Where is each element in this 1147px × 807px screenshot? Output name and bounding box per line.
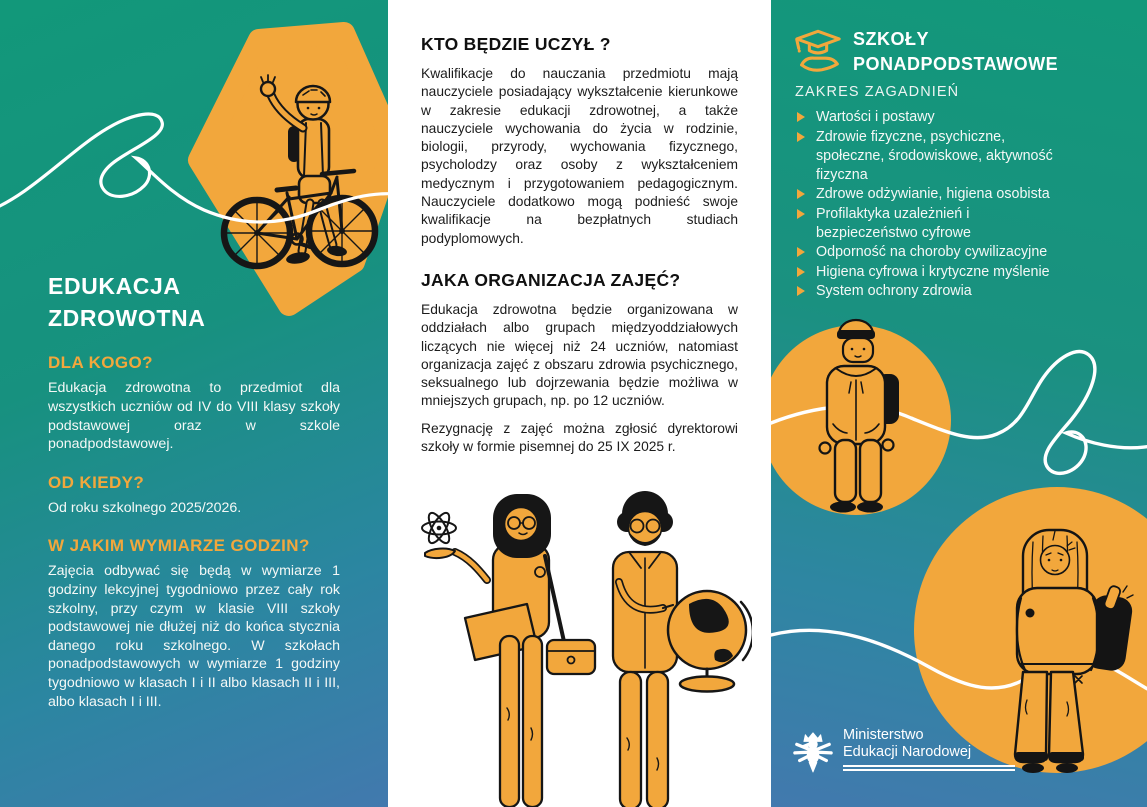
title-line-2: ZDROWOTNA [48, 305, 206, 332]
section-body: Od roku szkolnego 2025/2026. [48, 499, 242, 516]
list-item: Wartości i postawy [795, 108, 1063, 127]
list-item: System ochrony zdrowia [795, 282, 1063, 301]
topics-subtitle: ZAKRES ZAGADNIEŃ [795, 84, 960, 100]
title-line-1: SZKOŁY [853, 29, 930, 49]
ministry-line-1: Ministerstwo [843, 727, 924, 743]
list-item: Profilaktyka uzależnień i bezpieczeństwo cyfrowe [795, 205, 1063, 243]
arrow-bullet-icon [797, 112, 805, 122]
arrow-bullet-icon [797, 247, 805, 257]
arrow-bullet-icon [797, 132, 805, 142]
list-item: Odporność na choroby cywilizacyjne [795, 243, 1063, 262]
section-heading: W JAKIM WYMIARZE GODZIN? [48, 536, 310, 556]
page-title [48, 270, 340, 334]
arrow-bullet-icon [797, 209, 805, 219]
atom-icon [422, 510, 456, 546]
section-kto-bedzie-uczyl [421, 34, 738, 248]
teacher-man [613, 491, 677, 807]
section-dla-kogo [48, 353, 340, 453]
polish-eagle-icon [792, 727, 834, 775]
graduation-cap-icon [793, 27, 843, 74]
ministry-logo [792, 727, 1015, 775]
hexagon-shape [199, 33, 388, 305]
back-panel-header [793, 27, 1058, 77]
teacher-woman [425, 494, 595, 807]
section-od-kiedy [48, 473, 340, 518]
section-body: Edukacja zdrowotna to przedmiot dla wszystkich uczniów od IV do VIII klasy szkoły podstawowej oraz w szkole ponadpodstawowej. [48, 380, 340, 453]
section-organizacja-zajec [421, 270, 738, 456]
section-body: Zajęcia odbywać się będą w wymiarze 1 godziny lekcyjnej tygodniowo przez cały rok szkolny, przy czym w klasie VIII szkoły podstawowej nie dłużej niż do końca stycznia danego roku szkolnego. W szkołach ponadpodstawowych w wymiarze 1 godziny tygodniowo w klasach I i II albo klasach II i III, albo klasach I i III. [48, 563, 340, 710]
list-item: Zdrowie fizyczne, psychiczne, społeczne, środowiskowe, aktywność fizyczna [795, 128, 1063, 185]
title-line-2: PONADPODSTAWOWE [853, 53, 1059, 74]
arrow-bullet-icon [797, 286, 805, 296]
topics-list [795, 108, 1063, 302]
panel-front-cover [0, 0, 388, 807]
arrow-bullet-icon [797, 189, 805, 199]
ministry-name [843, 727, 1015, 771]
logo-underline [843, 765, 1015, 771]
back-panel-title [853, 27, 1058, 77]
section-wymiar-godzin [48, 536, 340, 711]
section-heading: JAKA ORGANIZACJA ZAJĘĆ? [421, 269, 681, 290]
section-body: Kwalifikacje do nauczania przedmiotu mają nauczyciele posiadający wykształcenie kierunkowe w zakresie edukacji zdrowotnej, a także nauczyciele wychowania do życia w rodzinie, biologii, przyrody, wychowania fizycznego, psycholodzy oraz osoby z wykształceniem medycznym i przygotowaniem pedagogicznym. Nauczyciele dodatkowo mogą podnieść swoje kwalifikacje na bezpłatnych studiach podyplomowych. [421, 66, 738, 246]
section-heading: OD KIEDY? [48, 472, 145, 492]
ministry-line-2: Edukacji Narodowej [843, 744, 972, 760]
panel-back [771, 0, 1147, 807]
section-heading: DLA KOGO? [48, 353, 153, 373]
title-line-1: EDUKACJA [48, 273, 181, 299]
panel-inside [393, 0, 766, 807]
front-cover-text [48, 270, 340, 711]
section-body-note: Rezygnację z zajęć można zgłosić dyrektorowi szkoły w formie pisemnej do 25 IX 2025 r. [421, 420, 738, 455]
list-item: Zdrowe odżywianie, higiena osobista [795, 185, 1063, 204]
globe-icon [668, 591, 752, 692]
list-item: Higiena cyfrowa i krytyczne myślenie [795, 263, 1063, 282]
teachers-illustration [407, 478, 752, 807]
arrow-bullet-icon [797, 267, 805, 277]
section-heading: KTO BĘDZIE UCZYŁ ? [421, 34, 611, 54]
section-body: Edukacja zdrowotna będzie organizowana w oddziałach albo grupach międzyoddziałowych liczących nie więcej niż 24 uczniów, natomiast organizacja zajęć z obszaru zdrowia psychicznego, seksualnego lub dojrzewania będzie możliwa w mniejszych grupach, np. po 12 uczniów. [421, 301, 738, 409]
